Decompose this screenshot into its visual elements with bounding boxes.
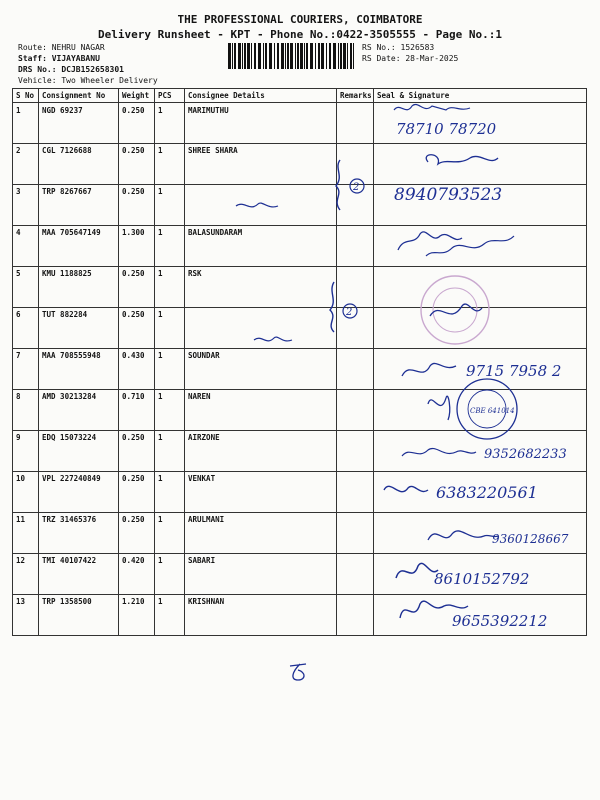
handwriting-row-7: 9715 7958 2 <box>466 362 562 380</box>
cell-consignment: MAA 705647149 <box>39 226 119 267</box>
barcode-bar <box>265 43 267 69</box>
barcode-bar <box>340 43 342 69</box>
table-header-row <box>13 89 587 103</box>
barcode-bar <box>258 43 261 69</box>
cell-consignment: KMU 1188825 <box>39 267 119 308</box>
barcode-bar <box>326 43 327 69</box>
route-text: Route: NEHRU NAGAR <box>18 43 105 52</box>
barcode-bar <box>304 43 305 69</box>
cell-pcs: 1 <box>155 185 185 226</box>
cell-seal-signature <box>374 267 587 308</box>
cell-remarks <box>337 513 374 554</box>
page-initial-mark <box>290 664 306 680</box>
cell-remarks <box>337 267 374 308</box>
barcode-bar <box>238 43 241 69</box>
barcode-bar <box>228 43 231 69</box>
barcode-bar <box>274 43 275 69</box>
cell-pcs: 1 <box>155 595 185 636</box>
cell-sno: 2 <box>13 144 39 185</box>
handwriting-row-12: 8610152792 <box>434 570 530 588</box>
cell-consignment: VPL 227240849 <box>39 472 119 513</box>
cell-pcs: 1 <box>155 472 185 513</box>
cell-pcs: 1 <box>155 103 185 144</box>
cell-sno: 7 <box>13 349 39 390</box>
circled-count-2-text: 2 <box>346 307 353 318</box>
cell-sno: 13 <box>13 595 39 636</box>
cell-sno: 4 <box>13 226 39 267</box>
barcode-bar <box>277 43 279 69</box>
cell-remarks <box>337 349 374 390</box>
cell-weight: 1.300 <box>119 226 155 267</box>
barcode-bar <box>333 43 336 69</box>
cell-weight: 0.430 <box>119 349 155 390</box>
barcode-bar <box>247 43 250 69</box>
barcode-bar <box>306 43 308 69</box>
cell-pcs: 1 <box>155 267 185 308</box>
cell-weight: 0.250 <box>119 103 155 144</box>
cell-consignment: NGD 69237 <box>39 103 119 144</box>
cell-weight: 0.420 <box>119 554 155 595</box>
cell-consignee <box>185 308 337 349</box>
cell-remarks <box>337 226 374 267</box>
cell-consignment: TRP 1358500 <box>39 595 119 636</box>
cell-consignee: MARIMUTHU <box>185 103 337 144</box>
cell-remarks <box>337 308 374 349</box>
cell-seal-signature <box>374 595 587 636</box>
cell-consignment: TMI 40107422 <box>39 554 119 595</box>
vehicle-text: Vehicle: Two Wheeler Delivery <box>18 76 158 85</box>
cell-seal-signature <box>374 390 587 431</box>
cell-consignee: AIRZONE <box>185 431 337 472</box>
cell-consignee: SHREE SHARA <box>185 144 337 185</box>
cell-weight: 0.250 <box>119 472 155 513</box>
cell-sno: 12 <box>13 554 39 595</box>
cell-pcs: 1 <box>155 513 185 554</box>
barcode-bar <box>281 43 284 69</box>
cell-consignment: TRZ 31465376 <box>39 513 119 554</box>
cell-weight: 1.210 <box>119 595 155 636</box>
table-row <box>13 144 587 185</box>
col-pcs: PCS <box>155 89 185 103</box>
cell-seal-signature <box>374 472 587 513</box>
page-subtitle: Delivery Runsheet - KPT - Phone No.:0422-3505555 - Page No.:1 <box>98 28 502 41</box>
cell-pcs: 1 <box>155 226 185 267</box>
table-row <box>13 595 587 636</box>
cell-weight: 0.250 <box>119 185 155 226</box>
cell-remarks <box>337 185 374 226</box>
barcode-bar <box>290 43 293 69</box>
cell-sno: 3 <box>13 185 39 226</box>
cell-consignee: NAREN <box>185 390 337 431</box>
cell-consignee: RSK <box>185 267 337 308</box>
table-row <box>13 308 587 349</box>
barcode-bar <box>295 43 296 69</box>
cell-pcs: 1 <box>155 431 185 472</box>
barcode-bar <box>232 43 233 69</box>
barcode-bar <box>234 43 236 69</box>
handwriting-row-13: 9655392212 <box>452 612 548 630</box>
cell-consignee: VENKAT <box>185 472 337 513</box>
barcode-bar <box>343 43 346 69</box>
barcode-bar <box>263 43 264 69</box>
cell-sno: 1 <box>13 103 39 144</box>
handwriting-row-11: 9360128667 <box>492 532 569 546</box>
barcode-bar <box>300 43 303 69</box>
runsheet-meta-left <box>18 42 158 86</box>
drs-text: DRS No.: DCJB152658301 <box>18 65 124 74</box>
barcode-bar <box>242 43 243 69</box>
cell-weight: 0.710 <box>119 390 155 431</box>
barcode-bar <box>353 43 354 69</box>
cell-consignment: CGL 7126688 <box>39 144 119 185</box>
cell-weight: 0.250 <box>119 513 155 554</box>
table-row <box>13 554 587 595</box>
handwriting-row-3: 8940793523 <box>394 185 503 205</box>
cell-pcs: 1 <box>155 554 185 595</box>
cell-sno: 8 <box>13 390 39 431</box>
barcode-bar <box>338 43 339 69</box>
barcode-bar <box>297 43 299 69</box>
cell-remarks <box>337 103 374 144</box>
barcode-bar <box>285 43 286 69</box>
table-row <box>13 390 587 431</box>
barcode-bar <box>321 43 324 69</box>
table-row <box>13 431 587 472</box>
cell-consignment: TRP 8267667 <box>39 185 119 226</box>
barcode-bar <box>318 43 320 69</box>
table-row <box>13 513 587 554</box>
runsheet-meta-right <box>362 42 458 64</box>
table-row <box>13 267 587 308</box>
col-seal-signature: Seal & Signature <box>374 89 587 103</box>
barcode-bar <box>244 43 246 69</box>
cell-sno: 6 <box>13 308 39 349</box>
cell-consignment: EDQ 15073224 <box>39 431 119 472</box>
table-row <box>13 103 587 144</box>
cell-remarks <box>337 472 374 513</box>
circled-count-1-text: 2 <box>353 182 360 193</box>
cell-seal-signature <box>374 103 587 144</box>
runsheet-table <box>12 88 587 636</box>
cell-consignment: AMD 30213284 <box>39 390 119 431</box>
rs-date-text: RS Date: 28-Mar-2025 <box>362 54 459 63</box>
barcode-bar <box>287 43 289 69</box>
cell-consignee: BALASUNDARAM <box>185 226 337 267</box>
barcode-bar <box>269 43 272 69</box>
cell-remarks <box>337 554 374 595</box>
rs-number-text: RS No.: 1526583 <box>362 43 435 52</box>
cell-sno: 5 <box>13 267 39 308</box>
barcode-bar <box>315 43 316 69</box>
barcode-bar <box>347 43 348 69</box>
col-consignment: Consignment No <box>39 89 119 103</box>
barcode-bar <box>350 43 352 69</box>
barcode-bar <box>310 43 313 69</box>
table-row <box>13 226 587 267</box>
stamp-center-text: CBE 641014 <box>470 407 515 415</box>
cell-seal-signature <box>374 554 587 595</box>
cell-weight: 0.250 <box>119 144 155 185</box>
cell-sno: 9 <box>13 431 39 472</box>
cell-weight: 0.250 <box>119 431 155 472</box>
cell-seal-signature <box>374 349 587 390</box>
cell-seal-signature <box>374 513 587 554</box>
cell-consignee: SABARI <box>185 554 337 595</box>
cell-remarks <box>337 431 374 472</box>
col-weight: Weight <box>119 89 155 103</box>
col-remarks: Remarks <box>337 89 374 103</box>
cell-seal-signature <box>374 185 587 226</box>
cell-pcs: 1 <box>155 144 185 185</box>
cell-weight: 0.250 <box>119 267 155 308</box>
cell-remarks <box>337 144 374 185</box>
table-row <box>13 472 587 513</box>
cell-pcs: 1 <box>155 390 185 431</box>
cell-consignment: MAA 708555948 <box>39 349 119 390</box>
cell-consignee: KRISHNAN <box>185 595 337 636</box>
col-sno: S No <box>13 89 39 103</box>
page-title: THE PROFESSIONAL COURIERS, COIMBATORE <box>177 13 423 26</box>
cell-pcs: 1 <box>155 349 185 390</box>
barcode <box>228 43 354 69</box>
cell-consignee: SOUNDAR <box>185 349 337 390</box>
cell-weight: 0.250 <box>119 308 155 349</box>
cell-seal-signature <box>374 226 587 267</box>
cell-seal-signature <box>374 144 587 185</box>
cell-consignment: TUT 882284 <box>39 308 119 349</box>
cell-sno: 10 <box>13 472 39 513</box>
table-row <box>13 185 587 226</box>
barcode-bar <box>251 43 252 69</box>
col-consignee: Consignee Details <box>185 89 337 103</box>
table-row <box>13 349 587 390</box>
barcode-bar <box>329 43 331 69</box>
barcode-bar <box>254 43 256 69</box>
staff-text: Staff: VIJAYABANU <box>18 54 100 63</box>
handwriting-row-1: 78710 78720 <box>396 120 497 138</box>
cell-consignee <box>185 185 337 226</box>
cell-remarks <box>337 390 374 431</box>
cell-seal-signature <box>374 431 587 472</box>
cell-consignee: ARULMANI <box>185 513 337 554</box>
handwriting-row-9: 9352682233 <box>484 447 567 462</box>
cell-remarks <box>337 595 374 636</box>
cell-pcs: 1 <box>155 308 185 349</box>
handwriting-row-10: 6383220561 <box>436 483 538 502</box>
cell-seal-signature <box>374 308 587 349</box>
cell-sno: 11 <box>13 513 39 554</box>
